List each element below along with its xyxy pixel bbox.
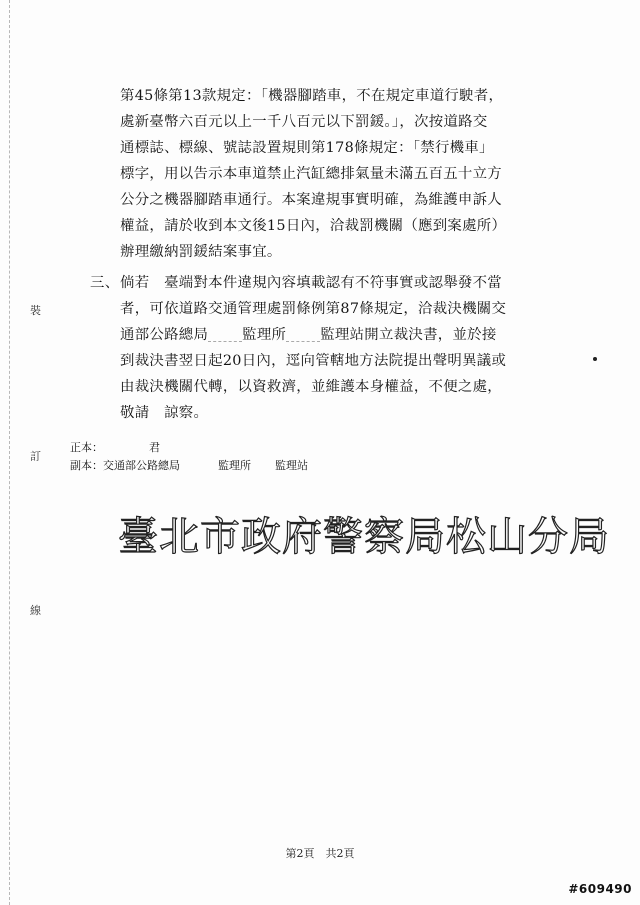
main-recipient-label: 正本： — [70, 441, 103, 454]
body-line-5: 公分之機器腳踏車通行。本案違規事實明確，為維護申訴人 — [120, 192, 502, 208]
binding-mark-ding: 訂 — [30, 450, 41, 463]
copy-label: 副本： — [70, 459, 103, 472]
section3-line-6: 敬請 諒察。 — [120, 405, 209, 421]
binding-margin-line — [9, 0, 10, 905]
redacted-area — [286, 329, 320, 342]
copy-recipient-a: 交通部公路總局 — [103, 459, 180, 472]
document-id: #609490 — [568, 882, 632, 896]
section3-number: 三、 — [90, 275, 120, 291]
scan-speck — [593, 357, 597, 361]
body-line-4: 標字，用以告示本車道禁止汽缸總排氣量未滿五百五十立方 — [120, 166, 502, 182]
section3-line-4: 到裁決書翌日起20日內，逕向管轄地方法院提出聲明異議或 — [120, 353, 507, 369]
main-recipient — [70, 440, 160, 456]
main-recipient-suffix: 君 — [149, 441, 160, 454]
copy-recipient-b: 監理所 — [218, 459, 251, 472]
body-line-2: 處新臺幣六百元以上一千八百元以下罰鍰。」，次按道路交 — [120, 114, 488, 130]
binding-mark-xian: 線 — [30, 604, 41, 617]
copy-recipient-c: 監理站 — [275, 459, 308, 472]
section3-line-3a: 通部公路總局 — [120, 327, 209, 343]
page-number: 第2頁 共2頁 — [285, 847, 355, 860]
section3-line-3c: 監理站開立裁決書，並於接 — [320, 327, 497, 343]
binding-mark-zhuang: 裝 — [30, 304, 41, 317]
section3-line-1: 倘若 臺端對本件違規內容填載認有不符事實或認舉發不當 — [120, 275, 502, 291]
section3-line-2: 者，可依道路交通管理處罰條例第87條規定，洽裁決機關交 — [120, 301, 507, 317]
body-line-3: 通標誌、標線、號誌設置規則第178條規定：「禁行機車」 — [120, 140, 494, 156]
body-line-1: 第45條第13款規定：「機器腳踏車，不在規定車道行駛者， — [120, 88, 504, 104]
section3-line-3b: 監理所 — [242, 327, 287, 343]
section3-line-5: 由裁決機關代轉，以資救濟，並維護本身權益，不便之處， — [120, 379, 502, 395]
body-line-6: 權益，請於收到本文後15日內，洽裁罰機關（應到案處所） — [120, 218, 507, 234]
body-line-7: 辦理繳納罰鍰結案事宜。 — [120, 244, 282, 260]
agency-seal-stamp: 臺北市政府警察局松山分局 — [118, 514, 610, 560]
redacted-area — [208, 329, 242, 342]
section3-line-3 — [120, 322, 497, 348]
copy-recipients — [70, 458, 308, 474]
